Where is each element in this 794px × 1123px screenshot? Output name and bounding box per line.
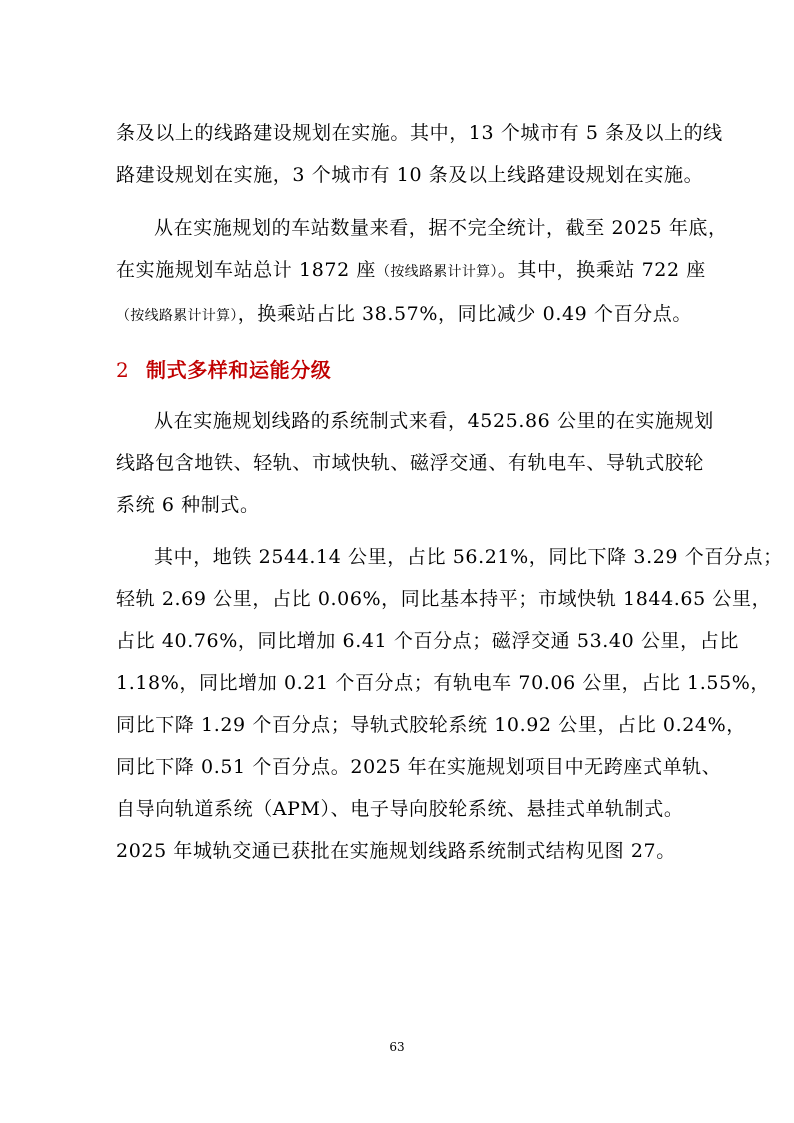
- text-line: 同比下降 0.51 个百分点。2025 年在实施规划项目中无跨座式单轨、: [116, 756, 722, 778]
- text-line: 轻轨 2.69 公里，占比 0.06%，同比基本持平；市域快轨 1844.65 公里，: [116, 588, 772, 610]
- text-line: 系统 6 种制式。: [116, 494, 260, 516]
- text-line: 从在实施规划的车站数量来看，据不完全统计，截至 2025 年底，: [154, 217, 728, 239]
- text-line: 占比 40.76%，同比增加 6.41 个百分点；磁浮交通 53.40 公里，占比: [116, 630, 739, 652]
- text-line: [116, 249, 718, 293]
- text-line: 1.18%，同比增加 0.21 个百分点；有轨电车 70.06 公里，占比 1.55%，: [116, 672, 771, 694]
- paragraph-continuation: [116, 112, 723, 196]
- text-run: 在实施规划车站总计 1872 座: [116, 259, 377, 281]
- text-line: 2025 年城轨交通已获批在实施规划线路系统制式结构见图 27。: [116, 840, 676, 862]
- text-line: [116, 293, 718, 337]
- text-line: 从在实施规划线路的系统制式来看，4525.86 公里的在实施规划: [154, 410, 714, 432]
- text-line: 自导向轨道系统（APM）、电子导向胶轮系统、悬挂式单轨制式。: [116, 798, 684, 820]
- section-heading: [116, 352, 331, 388]
- annotation-note: （按线路累计计算）: [116, 308, 238, 324]
- text-line: 路建设规划在实施，3 个城市有 10 条及以上线路建设规划在实施。: [116, 164, 704, 186]
- annotation-note: （按线路累计计算）: [376, 264, 498, 280]
- text-run: 。其中，换乘站 722 座: [497, 259, 706, 281]
- text-line: 其中，地铁 2544.14 公里，占比 56.21%，同比下降 3.29 个百分点；: [154, 546, 783, 568]
- section-title: 制式多样和运能分级: [146, 358, 332, 382]
- text-line: 条及以上的线路建设规划在实施。其中，13 个城市有 5 条及以上的线: [116, 122, 723, 144]
- paragraph-stations: [116, 207, 728, 337]
- page-number: 63: [389, 1040, 405, 1054]
- paragraph-breakdown: [116, 536, 783, 872]
- text-run: ，换乘站占比 38.57%，同比减少 0.49 个百分点。: [237, 303, 692, 325]
- text-line: 同比下降 1.29 个百分点；导轨式胶轮系统 10.92 公里，占比 0.24%，: [116, 714, 746, 736]
- section-number: 2: [116, 358, 130, 382]
- text-line: 线路包含地铁、轻轨、市域快轨、磁浮交通、有轨电车、导轨式胶轮: [116, 452, 705, 474]
- paragraph-systems: [116, 400, 718, 526]
